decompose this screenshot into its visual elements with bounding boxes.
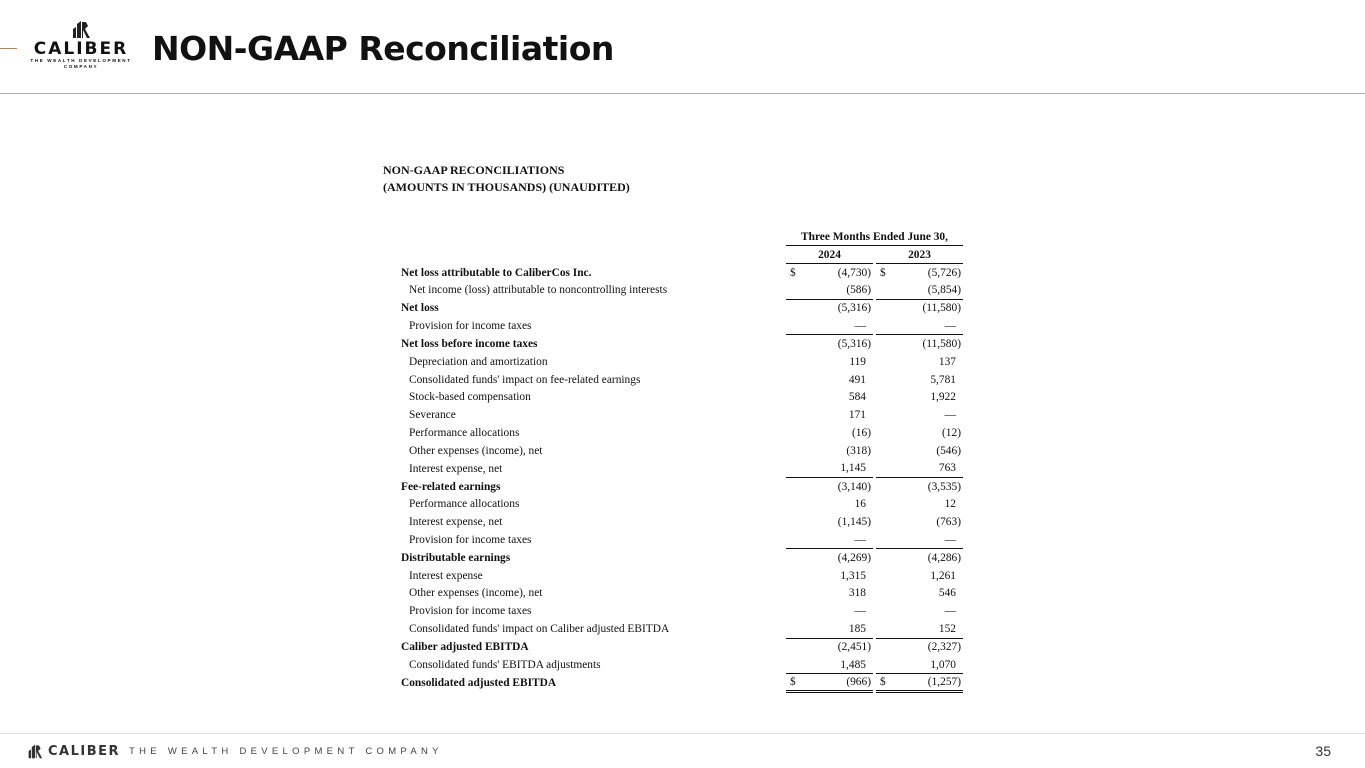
value-2023: —: [944, 605, 956, 618]
value-2023: (3,535): [892, 478, 963, 496]
logo-tagline: THE WEALTH DEVELOPMENT: [30, 58, 132, 63]
value-2024: 318: [848, 587, 866, 600]
value-2024: —: [854, 605, 866, 618]
currency-symbol: [786, 567, 802, 585]
row-label: Net loss attributable to CaliberCos Inc.: [401, 266, 592, 279]
value-2023: 546: [938, 587, 956, 600]
currency-symbol: [786, 495, 802, 513]
table-row: [396, 406, 963, 424]
value-2023: 1,261: [930, 569, 956, 582]
value-2024: (3,140): [802, 478, 873, 496]
currency-symbol: [786, 638, 802, 656]
value-2023: 137: [938, 355, 956, 368]
table-row: [396, 531, 963, 549]
currency-symbol: [876, 478, 892, 496]
row-label: Depreciation and amortization: [409, 355, 548, 368]
currency-symbol: $: [880, 266, 886, 279]
footer-logo: [25, 743, 443, 759]
table-row: [396, 638, 963, 656]
currency-symbol: [876, 531, 892, 549]
currency-symbol: [876, 567, 892, 585]
row-label: Consolidated funds' EBITDA adjustments: [409, 658, 601, 671]
value-2024: (966): [802, 674, 873, 692]
value-2024: 584: [848, 391, 866, 404]
footer-divider: [0, 733, 1365, 734]
currency-symbol: [786, 656, 802, 674]
building-logo-icon: [25, 743, 45, 759]
value-2024: —: [854, 319, 866, 332]
value-2023: —: [944, 319, 956, 332]
table-row: [396, 620, 963, 638]
table-row: [396, 585, 963, 603]
currency-symbol: [786, 406, 802, 424]
currency-symbol: [876, 424, 892, 442]
currency-symbol: [876, 656, 892, 674]
heading-line-1: NON-GAAP RECONCILIATIONS: [383, 163, 565, 177]
value-2023: 152: [938, 622, 956, 635]
caliber-logo: [22, 19, 140, 70]
table-row: [396, 264, 963, 282]
value-2024: (4,730): [837, 266, 871, 279]
value-2024: (4,269): [802, 549, 873, 567]
currency-symbol: [876, 513, 892, 531]
currency-symbol: [786, 317, 802, 335]
currency-symbol: [876, 549, 892, 567]
value-2024: (16): [852, 427, 871, 440]
building-logo-icon: [70, 19, 92, 39]
value-2023: (4,286): [892, 549, 963, 567]
currency-symbol: [876, 638, 892, 656]
value-2024: 119: [849, 355, 866, 368]
table-row: [396, 513, 963, 531]
table-row: [396, 281, 963, 299]
header-divider: [0, 93, 1365, 94]
currency-symbol: [876, 442, 892, 460]
value-2024: (5,316): [802, 335, 873, 353]
currency-symbol: [876, 495, 892, 513]
value-2023: —: [944, 409, 956, 422]
value-2024: (586): [846, 284, 871, 297]
value-2024: (1,145): [837, 516, 871, 529]
logo-tagline-2: COMPANY: [63, 64, 99, 69]
table-row: [396, 424, 963, 442]
currency-symbol: [786, 585, 802, 603]
row-label: Other expenses (income), net: [409, 444, 543, 457]
value-2023: (5,726): [927, 266, 961, 279]
page-title: NON-GAAP Reconciliation: [152, 29, 614, 68]
currency-symbol: [786, 531, 802, 549]
table-row: [396, 460, 963, 478]
value-2024: 1,485: [840, 658, 866, 671]
table-row: [396, 602, 963, 620]
currency-symbol: [786, 371, 802, 389]
value-2023: 5,781: [930, 373, 956, 386]
currency-symbol: [786, 442, 802, 460]
currency-symbol: [786, 620, 802, 638]
footer-tagline: THE WEALTH DEVELOPMENT COMPANY: [129, 745, 443, 757]
currency-symbol: [876, 299, 892, 317]
row-label: Severance: [409, 409, 456, 422]
row-label: Performance allocations: [409, 427, 520, 440]
currency-symbol: [876, 460, 892, 478]
value-2024: (5,316): [802, 299, 873, 317]
table-row: [396, 317, 963, 335]
row-label: Interest expense: [409, 569, 483, 582]
row-label: Other expenses (income), net: [409, 587, 543, 600]
row-label: Net income (loss) attributable to noncontrolling interests: [409, 284, 668, 297]
value-2024: 1,145: [840, 462, 866, 475]
row-label: Net loss: [401, 302, 439, 315]
value-2024: 491: [848, 373, 866, 386]
table-row: [396, 674, 963, 692]
row-label: Distributable earnings: [401, 551, 511, 564]
currency-symbol: [786, 513, 802, 531]
value-2023: 1,922: [930, 391, 956, 404]
currency-symbol: [786, 388, 802, 406]
value-2023: (11,580): [892, 335, 963, 353]
value-2023: 1,070: [930, 658, 956, 671]
year-header-2023: 2023: [876, 246, 963, 264]
page-number: 35: [1315, 743, 1331, 759]
currency-symbol: [786, 460, 802, 478]
header-accent-line: [0, 48, 17, 49]
table-row: [396, 371, 963, 389]
table-row: [396, 388, 963, 406]
table-row: [396, 299, 963, 317]
currency-symbol: [876, 353, 892, 371]
row-label: Fee-related earnings: [401, 480, 501, 493]
reconciliation-table: [396, 228, 963, 693]
table-row: [396, 495, 963, 513]
row-label: Provision for income taxes: [409, 320, 532, 333]
value-2023: 12: [944, 498, 956, 511]
value-2023: (5,854): [927, 284, 961, 297]
currency-symbol: [876, 585, 892, 603]
currency-symbol: [786, 602, 802, 620]
currency-symbol: $: [786, 674, 802, 692]
value-2023: 763: [938, 462, 956, 475]
value-2023: (1,257): [892, 674, 963, 692]
footer-logo-name: CALIBER: [48, 743, 121, 759]
currency-symbol: [876, 406, 892, 424]
row-label: Net loss before income taxes: [401, 337, 538, 350]
value-2024: 185: [848, 622, 866, 635]
year-header-2024: 2024: [786, 246, 873, 264]
value-2024: (2,451): [802, 638, 873, 656]
row-label: Consolidated funds' impact on Caliber adjusted EBITDA: [409, 623, 670, 636]
currency-symbol: [786, 335, 802, 353]
currency-symbol: [876, 620, 892, 638]
table-row: [396, 478, 963, 496]
row-label: Interest expense, net: [409, 516, 503, 529]
row-label: Consolidated funds' impact on fee-related earnings: [409, 373, 641, 386]
table-row: [396, 567, 963, 585]
currency-symbol: [876, 371, 892, 389]
logo-name: CALIBER: [33, 39, 129, 59]
currency-symbol: [876, 388, 892, 406]
value-2023: (763): [936, 516, 961, 529]
table-row: [396, 353, 963, 371]
currency-symbol: $: [790, 266, 796, 279]
currency-symbol: [786, 549, 802, 567]
value-2024: 171: [848, 409, 866, 422]
table-row: [396, 335, 963, 353]
currency-symbol: [876, 281, 892, 299]
currency-symbol: $: [876, 674, 892, 692]
currency-symbol: [786, 299, 802, 317]
row-label: Stock-based compensation: [409, 391, 531, 404]
currency-symbol: [786, 478, 802, 496]
table-row: [396, 442, 963, 460]
value-2024: —: [854, 533, 866, 546]
row-label: Consolidated adjusted EBITDA: [401, 676, 557, 689]
value-2024: (318): [846, 444, 871, 457]
value-2024: 1,315: [840, 569, 866, 582]
row-label: Provision for income taxes: [409, 605, 532, 618]
currency-symbol: [786, 353, 802, 371]
table-row: [396, 549, 963, 567]
table-row: [396, 656, 963, 674]
heading-line-2: (AMOUNTS IN THOUSANDS) (UNAUDITED): [383, 180, 630, 194]
document-heading: [383, 162, 630, 196]
row-label: Performance allocations: [409, 498, 520, 511]
row-label: Interest expense, net: [409, 462, 503, 475]
value-2023: (546): [936, 444, 961, 457]
currency-symbol: [876, 602, 892, 620]
period-header: Three Months Ended June 30,: [786, 228, 963, 246]
value-2024: 16: [854, 498, 866, 511]
currency-symbol: [876, 335, 892, 353]
value-2023: (2,327): [892, 638, 963, 656]
value-2023: (11,580): [892, 299, 963, 317]
value-2023: (12): [942, 427, 961, 440]
row-label: Provision for income taxes: [409, 533, 532, 546]
value-2023: —: [944, 533, 956, 546]
row-label: Caliber adjusted EBITDA: [401, 640, 529, 653]
currency-symbol: [876, 317, 892, 335]
currency-symbol: [786, 281, 802, 299]
currency-symbol: [786, 424, 802, 442]
